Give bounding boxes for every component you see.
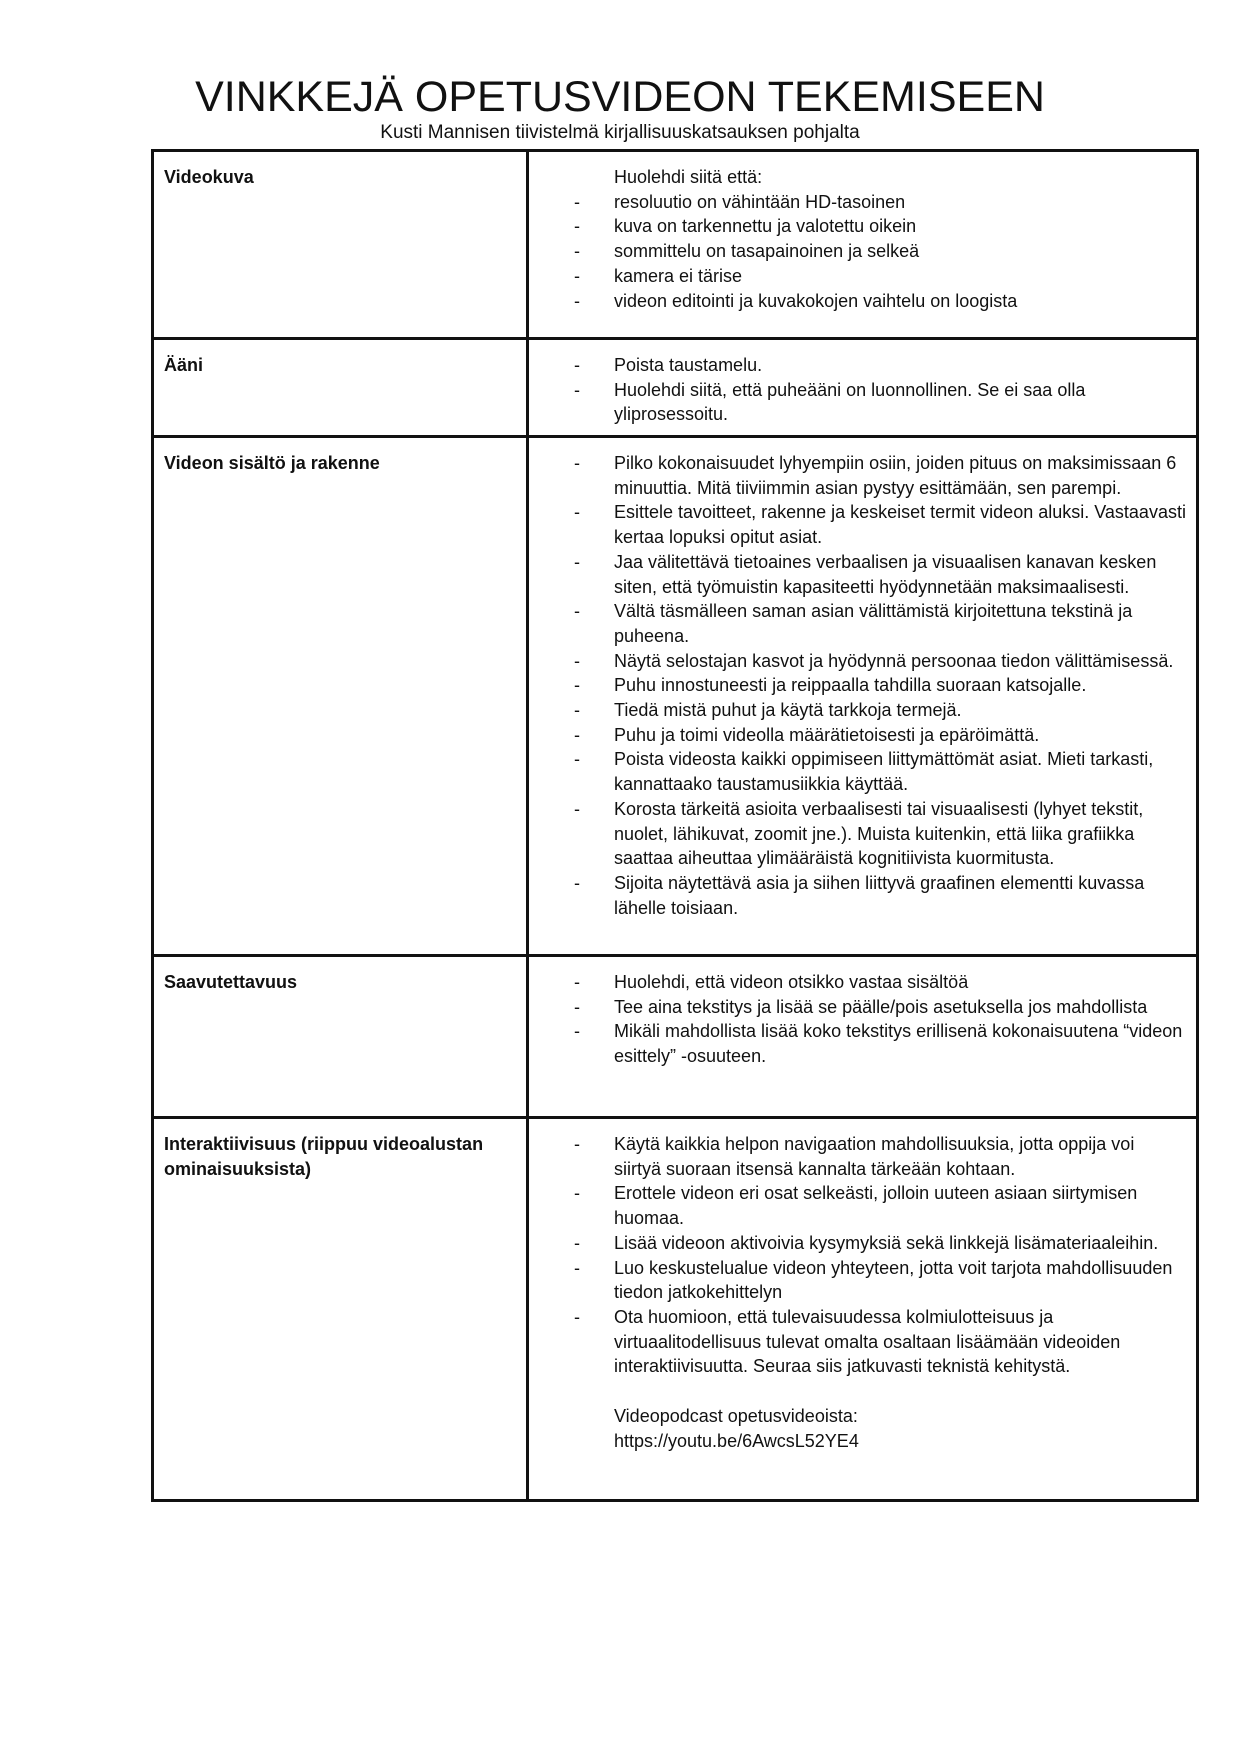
dash-bullet-icon: - (574, 1306, 580, 1327)
bullet-list (529, 1132, 1186, 1379)
dash-bullet-icon: - (574, 379, 580, 400)
list-item: - kuva on tarkennettu ja valotettu oikein (529, 214, 1186, 239)
videopodcast-note (529, 1404, 1186, 1453)
list-item: - Vältä täsmälleen saman asian välittämistä kirjoitettuna tekstinä ja puheena. (574, 601, 1133, 646)
dash-bullet-icon: - (574, 551, 580, 572)
videopodcast-link[interactable]: https://youtu.be/6AwcsL52YE4 (614, 1430, 859, 1451)
dash-bullet-icon: - (574, 1232, 580, 1253)
list-item: - Ota huomioon, että tulevaisuudessa kolmiulotteisuus ja virtuaalitodellisuus tulevat omalta osaltaan lisäämään videoiden interaktiivisuutta. Seuraa siis jatkuvasti teknistä kehitystä. (574, 1306, 1121, 1377)
list-item: - sommittelu on tasapainoinen ja selkeä (529, 239, 1186, 264)
table-row (153, 437, 1198, 956)
list-item: - Tee aina tekstitys ja lisää se päälle/pois asetuksella jos mahdollista (529, 995, 1186, 1020)
document-subtitle: Kusti Mannisen tiivistelmä kirjallisuuskatsauksen pohjalta (380, 122, 860, 143)
list-item: - Lisää videoon aktivoivia kysymyksiä sekä linkkejä lisämateriaaleihin. (529, 1231, 1186, 1256)
list-item: - Käytä kaikkia helpon navigaation mahdollisuuksia, jotta oppija voi siirtyä suoraan itsensä kannalta tärkeään kohtaan. (574, 1134, 1135, 1179)
dash-bullet-icon: - (574, 265, 580, 286)
videopodcast-label: Videopodcast opetusvideoista: (614, 1406, 858, 1427)
dash-bullet-icon: - (574, 675, 580, 696)
list-item: - Poista videosta kaikki oppimiseen liittymättömät asiat. Mieti tarkasti, kannattaako taustamusiikkia käyttää. (574, 749, 1154, 795)
category-cell (153, 1118, 528, 1501)
category-label: Videon sisältö ja rakenne (164, 453, 380, 473)
dash-bullet-icon: - (574, 798, 580, 819)
dash-bullet-icon: - (574, 216, 580, 237)
dash-bullet-icon: - (574, 749, 580, 770)
list-item: - Erottele videon eri osat selkeästi, jolloin uuteen asiaan siirtymisen huomaa. (574, 1183, 1138, 1229)
list-item: - Korosta tärkeitä asioita verbaalisesti tai visuaalisesti (lyhyet tekstit, nuolet, lähikuvat, zoomit jne.). Muista kuitenkin, että liika grafiikka saattaa aiheuttaa ylimääräistä kognitiivista kuormitusta. (574, 798, 1144, 869)
category-cell (153, 339, 528, 437)
list-item: - Puhu ja toimi videolla määrätietoisesti ja epäröimättä. (529, 723, 1186, 748)
dash-bullet-icon: - (574, 872, 580, 893)
dash-bullet-icon: - (574, 1257, 580, 1278)
content-cell (528, 437, 1198, 956)
dash-bullet-icon: - (574, 453, 580, 473)
list-item: - Esittele tavoitteet, rakenne ja keskeiset termit videon aluksi. Vastaavasti kertaa lopuksi opitut asiat. (574, 502, 1186, 548)
dash-bullet-icon: - (574, 1134, 580, 1154)
list-item: - Tiedä mistä puhut ja käytä tarkkoja termejä. (529, 698, 1186, 723)
table-row (153, 1118, 1198, 1501)
list-item: - Pilko kokonaisuudet lyhyempiin osiin, joiden pituus on maksimissaan 6 minuuttia. Mitä tiiviimmin asian pystyy esittämään, sen parempi. (574, 453, 1177, 498)
dash-bullet-icon: - (574, 724, 580, 745)
dash-bullet-icon: - (574, 601, 580, 622)
category-label: Interaktiivisuus (riippuu videoalustan ominaisuuksista) (164, 1134, 484, 1179)
dash-bullet-icon: - (574, 355, 580, 375)
category-cell (153, 151, 528, 339)
list-item: - Näytä selostajan kasvot ja hyödynnä persoonaa tiedon välittämisessä. (529, 649, 1186, 674)
bullet-list (529, 451, 1186, 920)
list-item: - Poista taustamelu. (529, 353, 1186, 378)
list-item: - Jaa välitettävä tietoaines verbaalisen ja visuaalisen kanavan kesken siten, että työmuistin kapasiteetti hyödynnetään maksimaalisesti. (574, 551, 1157, 597)
list-item: - Huolehdi siitä, että puheääni on luonnollinen. Se ei saa olla yliprosessoitu. (574, 379, 1086, 425)
dash-bullet-icon: - (574, 1183, 580, 1204)
dash-bullet-icon: - (574, 290, 580, 311)
dash-bullet-icon: - (574, 650, 580, 671)
content-cell (528, 339, 1198, 437)
category-label: Ääni (164, 355, 204, 375)
dash-bullet-icon: - (574, 996, 580, 1017)
list-item: - resoluutio on vähintään HD-tasoinen (529, 190, 1186, 215)
table-row (153, 339, 1198, 437)
content-cell (528, 956, 1198, 1118)
dash-bullet-icon: - (574, 700, 580, 721)
list-item: - Mikäli mahdollista lisää koko tekstitys erillisenä kokonaisuutena “videon esittely” -osuuteen. (574, 1021, 1183, 1067)
document-title: VINKKEJÄ OPETUSVIDEON TEKEMISEEN (195, 73, 1045, 121)
dash-bullet-icon: - (574, 972, 580, 992)
list-item: - kamera ei tärise (529, 264, 1186, 289)
category-cell (153, 956, 528, 1118)
category-cell (153, 437, 528, 956)
category-label: Saavutettavuus (164, 972, 298, 992)
content-cell (528, 151, 1198, 339)
intro-text: Huolehdi siitä että: (614, 167, 763, 187)
tips-table (151, 149, 1199, 1502)
list-item: - videon editointi ja kuvakokojen vaihtelu on loogista (529, 289, 1186, 314)
table-row (153, 151, 1198, 339)
category-label: Videokuva (164, 167, 254, 187)
list-item: - Puhu innostuneesti ja reippaalla tahdilla suoraan katsojalle. (529, 673, 1186, 698)
bullet-list (529, 190, 1186, 314)
dash-bullet-icon: - (574, 191, 580, 212)
bullet-list (529, 353, 1186, 427)
dash-bullet-icon: - (574, 241, 580, 262)
dash-bullet-icon: - (574, 1021, 580, 1042)
content-cell (528, 1118, 1198, 1501)
table-row (153, 956, 1198, 1118)
list-item: - Luo keskustelualue videon yhteyteen, jotta voit tarjota mahdollisuuden tiedon jatkokehittelyn (574, 1257, 1173, 1303)
list-item: - Huolehdi, että videon otsikko vastaa sisältöä (529, 970, 1186, 995)
list-item: - Sijoita näytettävä asia ja siihen liittyvä graafinen elementti kuvassa lähelle toisiaan. (574, 872, 1145, 918)
bullet-list (529, 970, 1186, 1069)
dash-bullet-icon: - (574, 502, 580, 523)
